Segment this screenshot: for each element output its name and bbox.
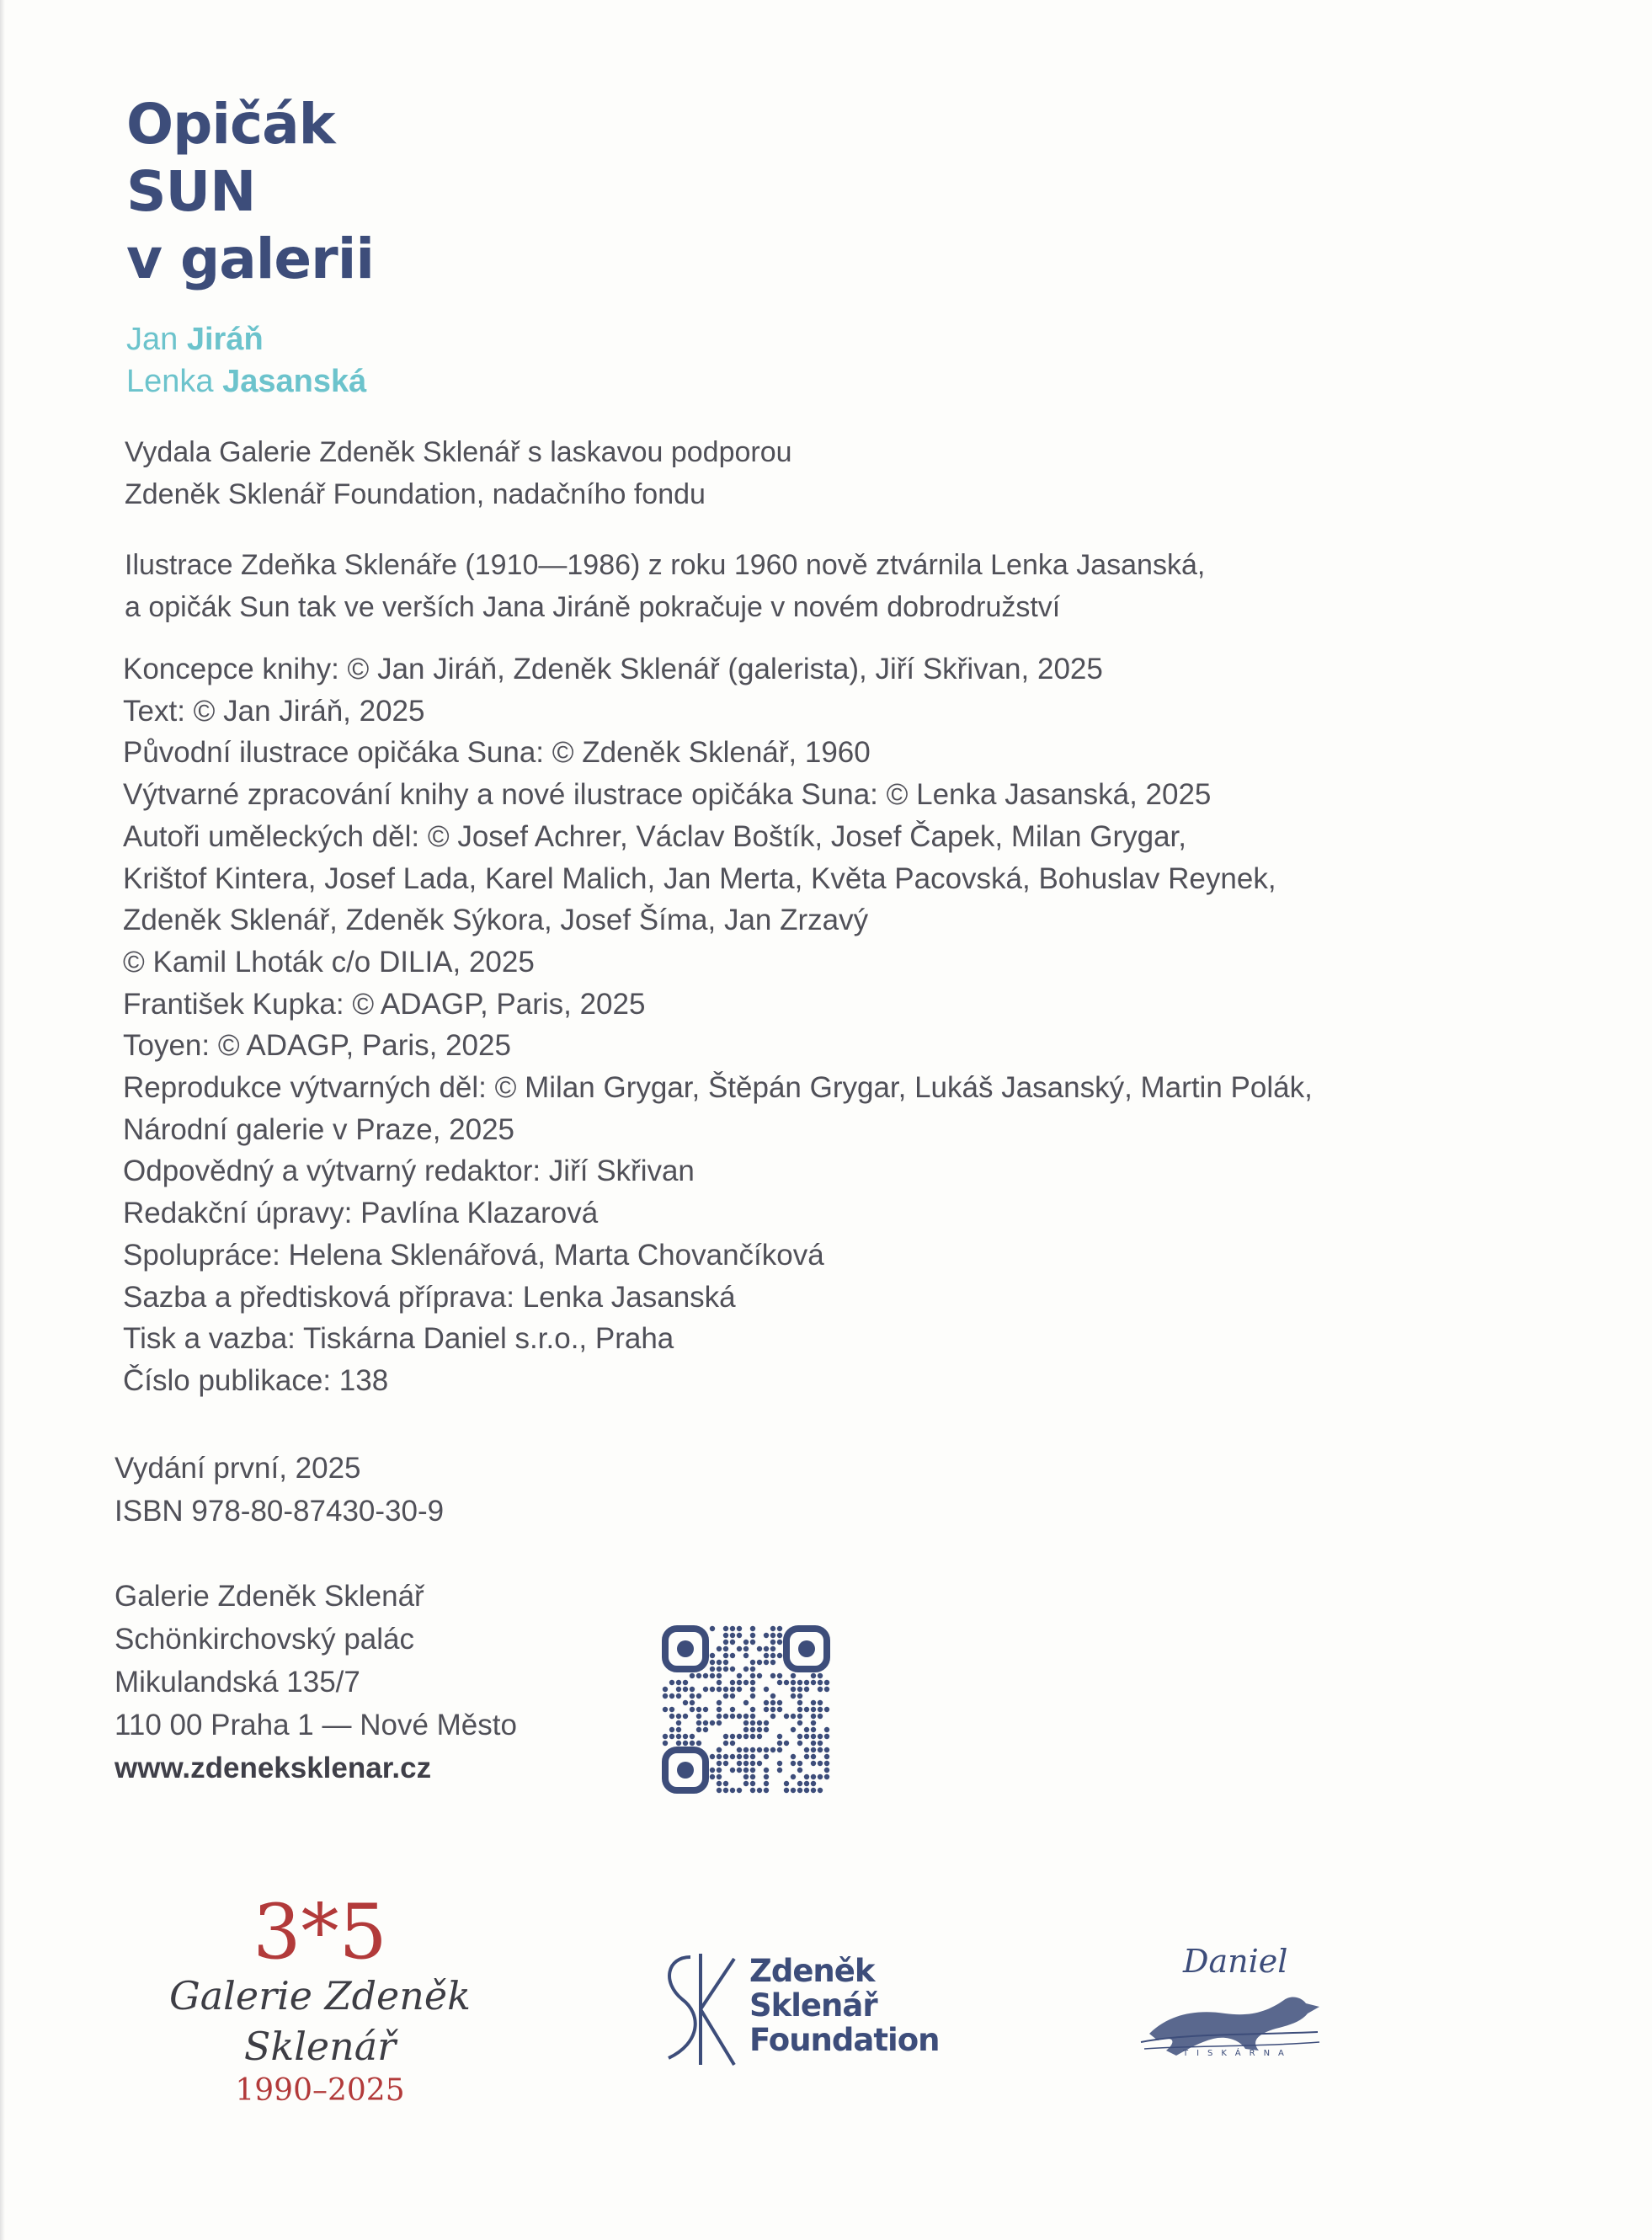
sk-monogram-icon [650, 1949, 743, 2075]
credit-line: Toyen: © ADAGP, Paris, 2025 [123, 1029, 511, 1063]
credit-line: Zdeněk Sklenář, Zdeněk Sýkora, Josef Šíma, Jan Zrzavý [123, 904, 869, 937]
credit-line: František Kupka: © ADAGP, Paris, 2025 [123, 987, 646, 1021]
qr-code-graphic [662, 1625, 830, 1794]
address-line: 110 00 Praha 1 — Nové Město [115, 1709, 517, 1741]
page-edge [0, 0, 5, 2240]
credits-list [123, 648, 1313, 1402]
credit-line: Spolupráce: Helena Sklenářová, Marta Chovančíková [123, 1238, 824, 1272]
credit-line: Koncepce knihy: © Jan Jiráň, Zdeněk Sklenář (galerista), Jiří Skřivan, 2025 [123, 653, 1103, 685]
title-line: Opičák [126, 92, 335, 157]
author [126, 360, 366, 403]
title-line: SUN [126, 159, 256, 224]
anniversary-years: 1990–2025 [235, 2073, 405, 2108]
title-line: v galerii [126, 227, 374, 291]
address-line: Galerie Zdeněk Sklenář [115, 1580, 424, 1613]
gallery-anniversary-logo [101, 1888, 539, 2108]
address-line: Schönkirchovský palác [115, 1623, 414, 1656]
credit-line: © Kamil Lhoták c/o DILIA, 2025 [123, 945, 535, 979]
isbn: ISBN 978-80-87430-30-9 [115, 1495, 445, 1528]
author-last-name: Jiráň [186, 322, 264, 357]
credit-line: Text: © Jan Jiráň, 2025 [123, 694, 425, 728]
credit-line: Krištof Kintera, Josef Lada, Karel Malich, Jan Merta, Květa Pacovská, Bohuslav Reynek, [123, 861, 1276, 895]
book-title [126, 91, 374, 293]
anniversary-number: 3*5 [253, 1888, 387, 1976]
credit-line: Autoři uměleckých děl: © Josef Achrer, Václav Boštík, Josef Čapek, Milan Grygar, [123, 819, 1186, 853]
publisher-note [125, 431, 792, 515]
authors [126, 318, 366, 403]
qr-code [662, 1625, 830, 1794]
credit-line: Sazba a předtisková příprava: Lenka Jasanská [123, 1280, 736, 1314]
text-line: Zdeněk Sklenář Foundation, nadačního fondu [125, 478, 706, 510]
author [126, 318, 366, 360]
foundation-name-line: Sklenář [749, 1987, 877, 2024]
printer-name: Daniel [1183, 1943, 1288, 1980]
foundation-name [749, 1954, 939, 2057]
credit-line: Tisk a vazba: Tiskárna Daniel s.r.o., Praha [123, 1322, 674, 1356]
credit-line: Číslo publikace: 138 [123, 1363, 389, 1397]
gallery-address [115, 1575, 517, 1789]
author-last-name: Jasanská [222, 364, 367, 399]
credit-line: Výtvarné zpracování knihy a nové ilustrace opičáka Suna: © Lenka Jasanská, 2025 [123, 778, 1212, 812]
foundation-name-line: Zdeněk [749, 1953, 875, 1989]
printer-logo [1132, 1941, 1335, 2084]
edition-line: Vydání první, 2025 [115, 1452, 361, 1485]
edition-info [115, 1447, 444, 1533]
credit-line: Redakční úpravy: Pavlína Klazarová [123, 1197, 599, 1230]
text-line: Vydala Galerie Zdeněk Sklenář s laskavou podporou [125, 436, 792, 468]
credit-line: Národní galerie v Praze, 2025 [123, 1112, 514, 1146]
gallery-name: Galerie Zdeněk Sklenář [168, 1973, 471, 2069]
website-link[interactable]: www.zdeneksklenar.cz [115, 1752, 432, 1784]
author-first-name: Lenka [126, 364, 214, 399]
credit-line: Odpovědný a výtvarný redaktor: Jiří Skřivan [123, 1155, 695, 1188]
printer-label: TISKÁRNA [1183, 2049, 1292, 2058]
foundation-logo [650, 1949, 953, 2075]
illustration-note [125, 544, 1205, 628]
credit-line: Reprodukce výtvarných děl: © Milan Grygar, Štěpán Grygar, Lukáš Jasanský, Martin Polák, [123, 1071, 1313, 1105]
text-line: a opičák Sun tak ve verších Jana Jiráně pokračuje v novém dobrodružství [125, 591, 1061, 623]
foundation-name-line: Foundation [749, 2022, 940, 2058]
credit-line: Původní ilustrace opičáka Suna: © Zdeněk Sklenář, 1960 [123, 736, 871, 770]
text-line: Ilustrace Zdeňka Sklenáře (1910—1986) z roku 1960 nově ztvárnila Lenka Jasanská, [125, 549, 1206, 581]
address-line: Mikulandská 135/7 [115, 1666, 360, 1699]
author-first-name: Jan [126, 322, 179, 357]
